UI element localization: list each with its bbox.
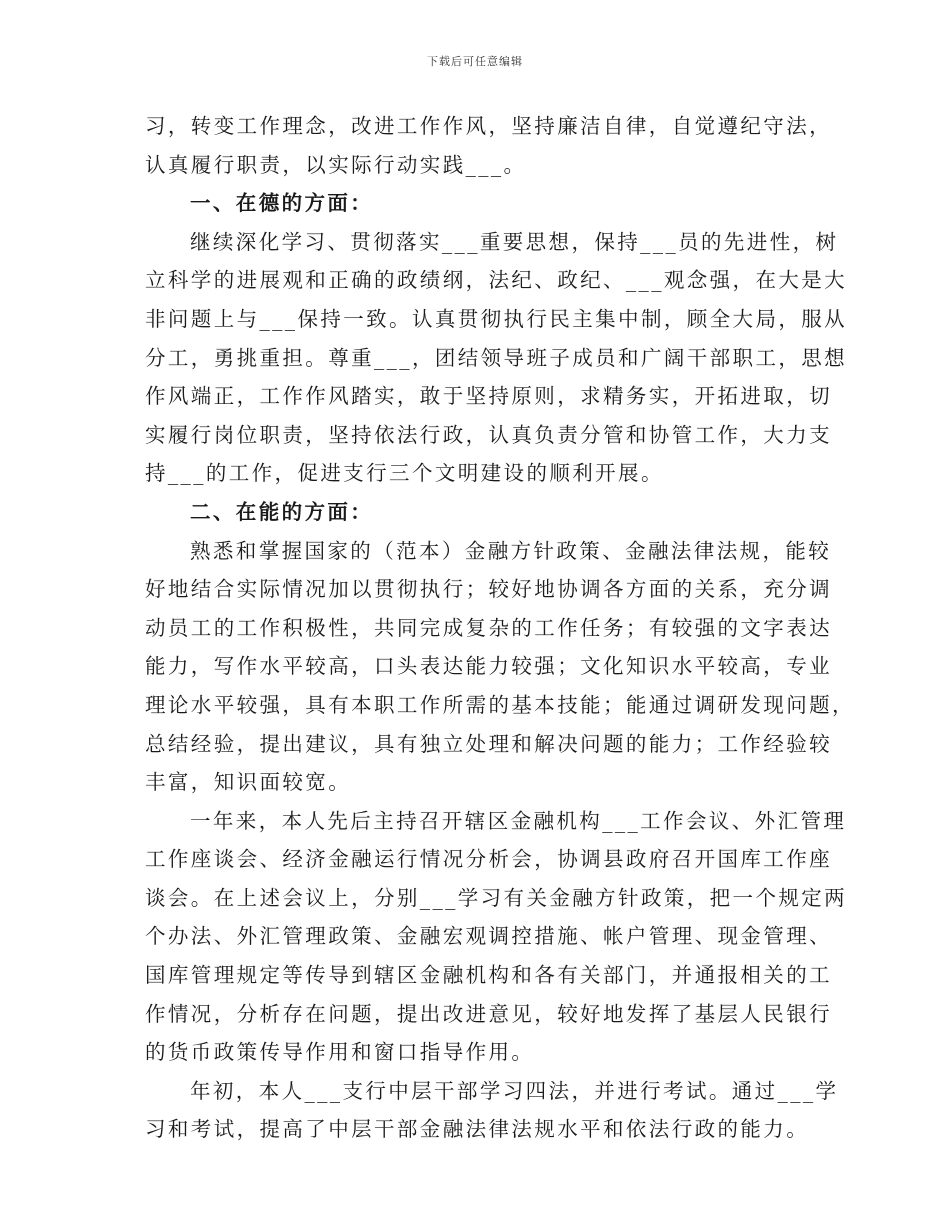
text-line: 丰富，知识面较宽。 (145, 770, 352, 795)
text-line: 习和考试，提高了中层干部金融法律法规水平和依法行政的能力。 (145, 1117, 810, 1142)
text-line: 工作座谈会、经济金融运行情况分析会，协调县政府召开国库工作座 (145, 847, 832, 872)
text-line: 分工，勇挑重担。尊重___，团结领导班子成员和广阔干部职工，思想 (145, 345, 848, 370)
text-line: 的货币政策传导作用和窗口指导作用。 (145, 1040, 535, 1065)
paragraph-meetings (145, 802, 848, 1072)
text-line: 继续深化学习、贯彻落实___重要思想，保持___员的先进性，树 (190, 229, 839, 254)
paragraph-morality (145, 223, 848, 493)
text-line: 好地结合实际情况加以贯彻执行；较好地协调各方面的关系，充分调 (145, 577, 832, 602)
text-line: 谈会。在上述会议上，分别___学习有关金融方针政策，把一个规定两 (145, 885, 848, 910)
text-line: 动员工的工作积极性，共同完成复杂的工作任务；有较强的文字表达 (145, 615, 832, 640)
text-line: 作风端正，工作作风踏实，敢于坚持原则，求精务实，开拓进取，切 (145, 384, 832, 409)
text-line: 持___的工作，促进支行三个文明建设的顺利开展。 (145, 461, 664, 486)
text-line: 实履行岗位职责，坚持依法行政，认真负责分管和协管工作，大力支 (145, 422, 832, 447)
text-line: 非问题上与___保持一致。认真贯彻执行民主集中制，顾全大局，服从 (145, 306, 848, 331)
page-header-note: 下载后可任意编辑 (427, 55, 523, 68)
document-body (145, 107, 855, 1149)
text-line: 立科学的进展观和正确的政绩纲，法纪、政纪、___观念强，在大是大 (145, 268, 848, 293)
paragraph-ability (145, 532, 855, 802)
text-line: 年初，本人___支行中层干部学习四法，并进行考试。通过___学 (190, 1078, 839, 1103)
text-line: 熟悉和掌握国家的（范本）金融方针政策、金融法律法规，能较 (190, 538, 832, 563)
text-line: 理论水平较强，具有本职工作所需的基本技能；能通过调研发现问题， (145, 692, 855, 717)
text-line: 个办法、外汇管理政策、金融宏观调控措施、帐户管理、现金管理、 (145, 924, 832, 949)
text-line: 认真履行职责，以实际行动实践___。 (145, 152, 527, 177)
text-line: 国库管理规定等传导到辖区金融机构和各有关部门，并通报相关的工 (145, 963, 832, 988)
paragraph-training (145, 1072, 839, 1149)
text-line: 习，转变工作理念，改进工作作风，坚持廉洁自律，自觉遵纪守法， (145, 114, 832, 138)
text-line: 总结经验，提出建议，具有独立处理和解决问题的能力；工作经验较 (145, 731, 832, 756)
text-line: 能力，写作水平较高，口头表达能力较强；文化知识水平较高，专业 (145, 654, 832, 679)
text-line: 作情况，分析存在问题，提出改进意见，较好地发挥了基层人民银行 (145, 1001, 832, 1026)
section-heading-morality: 一、在德的方面： (190, 191, 374, 216)
text-line: 一年来，本人先后主持召开辖区金融机构___工作会议、外汇管理 (190, 808, 847, 833)
paragraph-intro (145, 107, 832, 184)
section-heading-ability: 二、在能的方面： (190, 499, 374, 524)
